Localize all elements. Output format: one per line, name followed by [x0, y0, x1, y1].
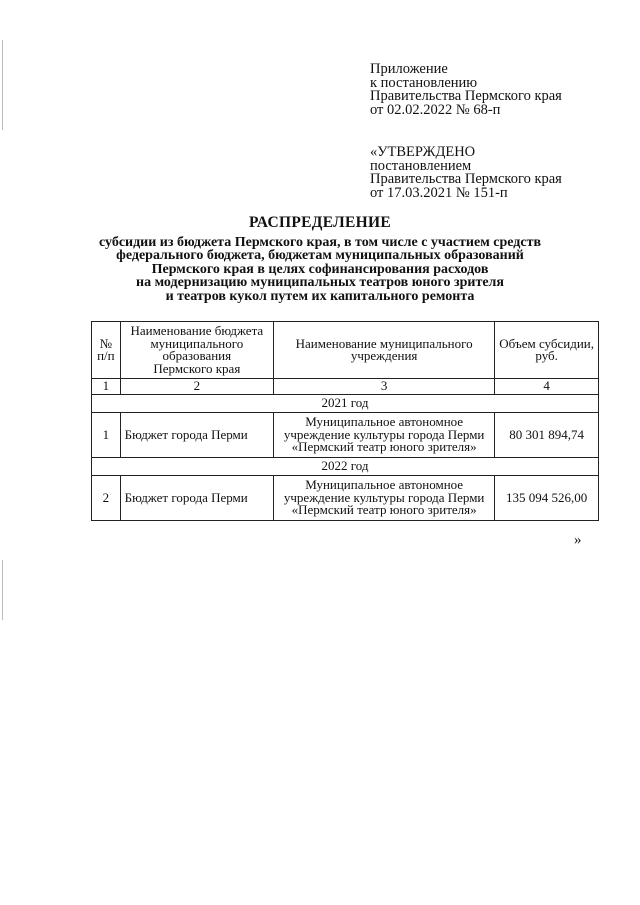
appendix-line: Приложение [370, 61, 448, 77]
scan-edge-mark [2, 40, 3, 130]
appendix-line: к постановлению [370, 74, 478, 91]
row-institution: Муниципальное автономное учреждение культуры города Перми «Пермский театр юного зрителя» [273, 476, 494, 521]
header-number: № п/п [92, 322, 121, 379]
header-amount: Объем субсидии, руб. [495, 322, 599, 379]
appendix-block [370, 63, 562, 117]
year-row [92, 395, 599, 413]
appendix-line: от 02.02.2022 № 68-п [370, 101, 501, 118]
approved-line: постановлением [370, 157, 472, 174]
table-row [92, 476, 599, 521]
row-budget: Бюджет города Перми [120, 413, 273, 458]
appendix-line: Правительства Пермского края [370, 88, 562, 104]
header-institution: Наименование муниципального учреждения [273, 322, 494, 379]
year-row [92, 458, 599, 476]
distribution-table [91, 321, 599, 521]
row-number: 2 [92, 476, 121, 521]
column-number-row [92, 379, 599, 395]
closing-quote: » [574, 532, 582, 548]
row-amount: 135 094 526,00 [495, 476, 599, 521]
document-subtitle [60, 236, 580, 303]
approved-line: «УТВЕРЖДЕНО [370, 144, 476, 160]
approved-block [370, 146, 562, 200]
column-number: 2 [120, 379, 273, 395]
column-number: 3 [273, 379, 494, 395]
row-amount: 80 301 894,74 [495, 413, 599, 458]
column-number: 4 [495, 379, 599, 395]
column-number: 1 [92, 379, 121, 395]
row-institution: Муниципальное автономное учреждение культуры города Перми «Пермский театр юного зрителя» [273, 413, 494, 458]
header-budget: Наименование бюджета муниципального образования Пермского края [120, 322, 273, 379]
table-row [92, 413, 599, 458]
subtitle-line: на модернизацию муниципальных театров юного зрителя [136, 275, 504, 291]
year-label: 2022 год [92, 458, 599, 476]
approved-line: Правительства Пермского края [370, 171, 562, 187]
approved-line: от 17.03.2021 № 151-п [370, 184, 508, 201]
scan-edge-mark [2, 560, 3, 620]
document-title: РАСПРЕДЕЛЕНИЕ [249, 214, 391, 231]
row-number: 1 [92, 413, 121, 458]
table-header-row [92, 322, 599, 379]
row-budget: Бюджет города Перми [120, 476, 273, 521]
subtitle-line: Пермского края в целях софинансирования расходов [151, 261, 489, 277]
subtitle-line: субсидии из бюджета Пермского края, в том числе с участием средств [98, 235, 542, 250]
subtitle-line: и театров кукол путем их капитального ремонта [165, 288, 475, 304]
subtitle-line: федерального бюджета, бюджетам муниципальных образований [116, 248, 524, 264]
year-label: 2021 год [92, 395, 599, 413]
